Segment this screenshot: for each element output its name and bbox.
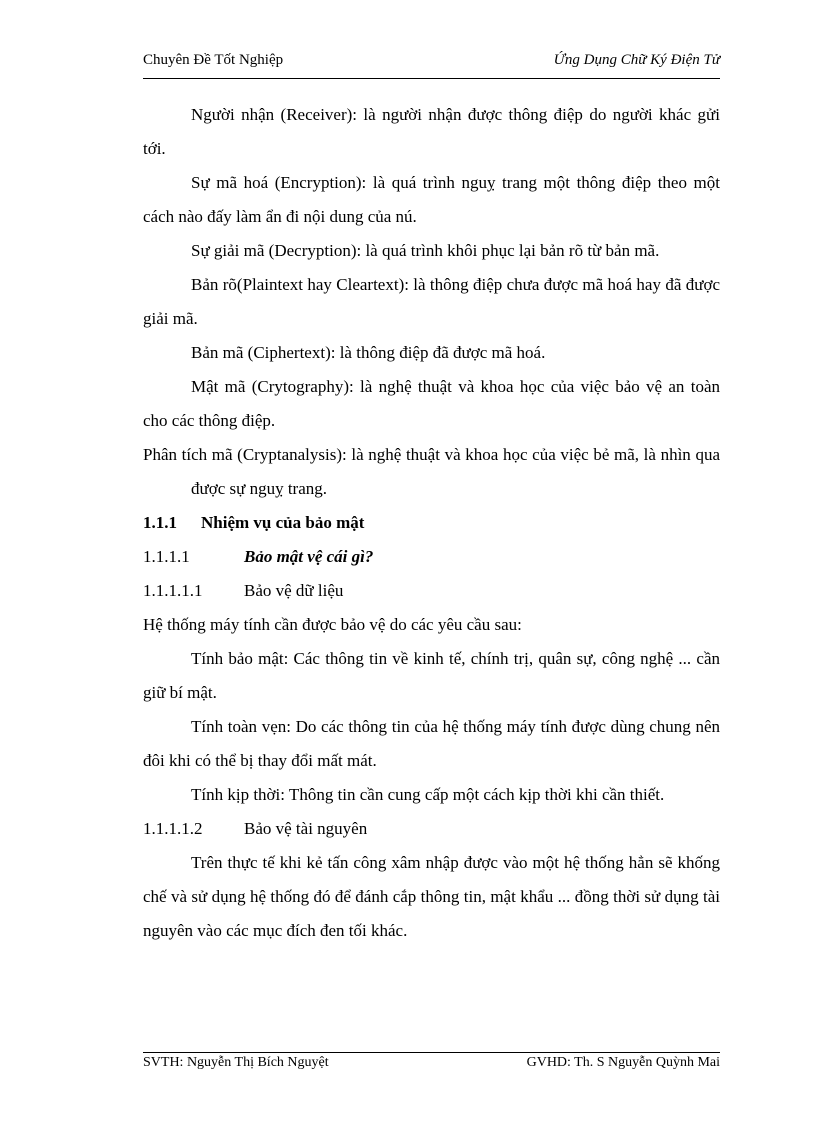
paragraph-receiver: Người nhận (Receiver): là người nhận được thông điệp do người khác gửi tới.: [143, 105, 720, 158]
heading-number: 1.1.1: [143, 513, 177, 532]
footer-divider: [143, 1052, 720, 1053]
heading-number: 1.1.1.1.1: [143, 581, 203, 600]
heading-1-1-1-1-1: [143, 574, 720, 608]
heading-title: Bảo vệ dữ liệu: [244, 581, 344, 600]
heading-number: 1.1.1.1: [143, 547, 190, 566]
heading-title: Bảo mật vệ cái gì?: [244, 547, 374, 566]
footer-supervisor: GVHD: Th. S Nguyễn Quỳnh Mai: [526, 1055, 720, 1070]
paragraph-data-intro: Hệ thống máy tính cần được bảo vệ do các yêu cầu sau:: [143, 615, 522, 634]
paragraph-cryptography: Mật mã (Crytography): là nghệ thuật và khoa học của việc bảo vệ an toàn cho các thông điệp.: [143, 377, 720, 430]
document-body: [143, 98, 720, 948]
paragraph-decryption: Sự giải mã (Decryption): là quá trình khôi phục lại bản rõ từ bản mã.: [191, 241, 660, 260]
paragraph-integrity: Tính toàn vẹn: Do các thông tin của hệ thống máy tính được dùng chung nên đôi khi có thể bị thay đổi mất mát.: [143, 717, 720, 770]
paragraph-plaintext: Bản rõ(Plaintext hay Cleartext): là thông điệp chưa được mã hoá hay đã được giải mã.: [143, 275, 720, 328]
heading-1-1-1: [143, 506, 720, 540]
header-document-type: Chuyên Đề Tốt Nghiệp: [143, 52, 284, 68]
footer-student: SVTH: Nguyễn Thị Bích Nguyệt: [143, 1055, 329, 1070]
header-document-title: Ứng Dụng Chữ Ký Điện Tử: [553, 52, 720, 68]
heading-1-1-1-1: [143, 540, 720, 574]
paragraph-cryptanalysis: Phân tích mã (Cryptanalysis): là nghệ thuật và khoa học của việc bẻ mã, là nhìn qua được sự nguỵ trang.: [143, 445, 720, 498]
paragraph-timeliness: Tính kịp thời: Thông tin cần cung cấp một cách kịp thời khi cần thiết.: [191, 785, 665, 804]
heading-number: 1.1.1.1.2: [143, 819, 203, 838]
page-footer: [143, 1055, 720, 1077]
page-header: [143, 52, 720, 76]
paragraph-encryption: Sự mã hoá (Encryption): là quá trình nguỵ trang một thông điệp theo một cách nào đấy làm ẩn đi nội dung của nú.: [143, 173, 720, 226]
paragraph-ciphertext: Bản mã (Ciphertext): là thông điệp đã được mã hoá.: [191, 343, 546, 362]
heading-title: Bảo vệ tài nguyên: [244, 819, 368, 838]
paragraph-resource-protection: Trên thực tế khi kẻ tấn công xâm nhập được vào một hệ thống hẳn sẽ khống chế và sử dụng hệ thống đó để đánh cắp thông tin, mật khẩu ... đồng thời sử dụng tài nguyên vào các mục đích đen tối khác.: [143, 853, 720, 940]
header-divider: [143, 78, 720, 79]
heading-1-1-1-1-2: [143, 812, 720, 846]
paragraph-confidentiality: Tính bảo mật: Các thông tin về kinh tế, chính trị, quân sự, công nghệ ... cần giữ bí mật.: [143, 649, 720, 702]
heading-title: Nhiệm vụ của bảo mật: [201, 513, 365, 532]
